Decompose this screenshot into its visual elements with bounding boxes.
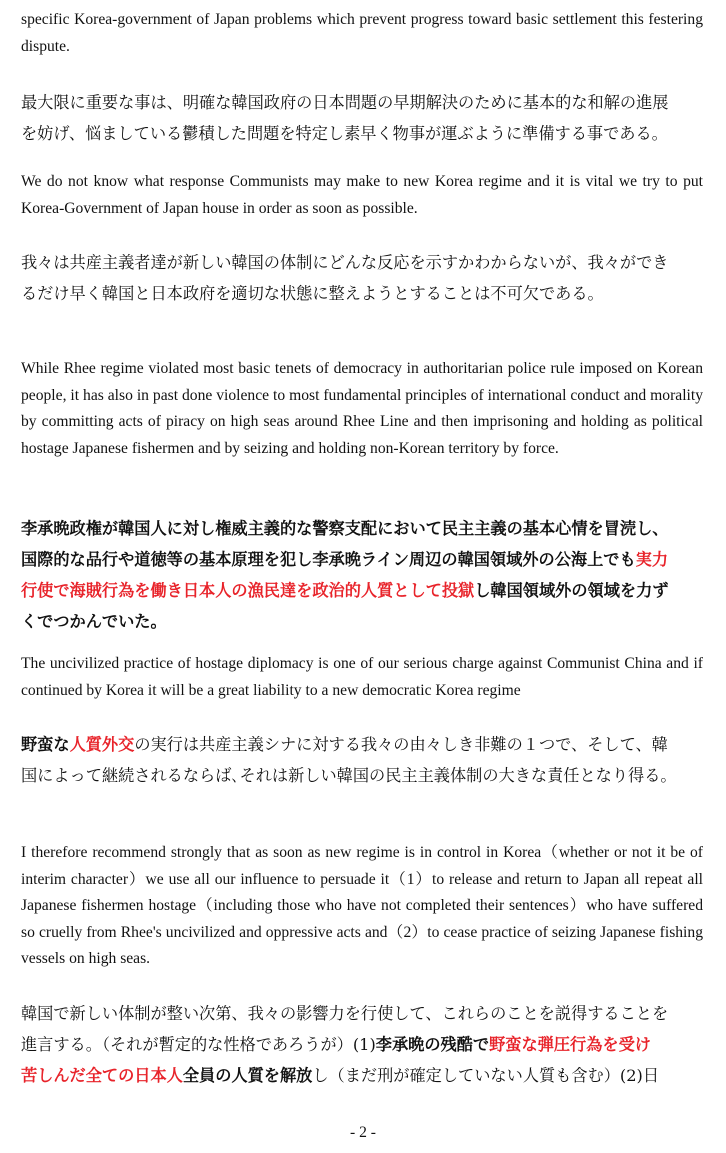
jp-line — [21, 544, 703, 575]
jp-text-bold: 李承晩の残酷で — [375, 1035, 490, 1054]
jp-line — [21, 575, 703, 606]
paragraph-en-2: We do not know what response Communists may make to new Korea regime and it is vital we try to put Korea-Government of Japan house in order as soon as possible. — [21, 173, 703, 217]
jp-text-bold: 全員の人質を解放 — [182, 1066, 313, 1085]
jp-line: を妨げ、悩ましている鬱積した問題を特定し素早く物事が運ぶように準備する事である。 — [21, 124, 668, 143]
jp-line: くでつかんでいた。 — [21, 612, 167, 631]
jp-text-highlight-red: 実力 — [635, 550, 669, 569]
jp-text-highlight-red: 人質外交 — [69, 735, 135, 754]
jp-line — [21, 1060, 703, 1091]
paragraph-jp-4 — [21, 729, 703, 791]
jp-text-bold: 野蛮な — [21, 735, 70, 754]
paragraph-jp-5 — [21, 998, 703, 1091]
jp-line — [21, 1029, 703, 1060]
jp-line: るだけ早く韓国と日本政府を適切な状態に整えようとすることは不可欠である。 — [21, 284, 604, 303]
paragraph-jp-1 — [21, 87, 703, 149]
jp-line — [21, 729, 703, 760]
jp-text-bold: し韓国領域外の領域を力ず — [474, 581, 669, 600]
paragraph-en-4: The uncivilized practice of hostage diplomacy is one of our serious charge against Communist China and if continued by Korea it will be a great liability to a new democratic Korea regime — [21, 655, 703, 699]
jp-text: 進言する。（それが暫定的な性格であろうが）(1) — [21, 1035, 376, 1054]
jp-text: し（まだ刑が確定していない人質も含む）(2)日 — [312, 1066, 660, 1085]
jp-line: 韓国で新しい体制が整い次第、我々の影響力を行使して、これらのことを説得することを — [21, 1004, 669, 1023]
jp-text-highlight-red: 野蛮な弾圧行為を受け — [489, 1035, 651, 1054]
jp-text-highlight-red: 苦しんだ全ての日本人 — [21, 1066, 183, 1085]
jp-line: 李承晩政権が韓国人に対し権威主義的な警察支配において民主主義の基本心情を冒涜し、 — [21, 519, 669, 538]
paragraph-jp-3 — [21, 513, 703, 637]
page-number: - 2 - — [350, 1124, 376, 1141]
paragraph-en-5: I therefore recommend strongly that as soon as new regime is in control in Korea（whether or not it be of interim character）we use all our influence to persuade it（1）to release and return to Japan all repeat all Japanese fishermen hostage（including those who have not completed their sentences）who have suffered so cruelly from Rhee's uncivilized and oppressive acts and（2）to cease practice of seizing Japanese fishing vessels on high seas. — [21, 844, 703, 967]
paragraph-en-1: specific Korea-government of Japan problems which prevent progress toward basic settlement this festering dispute. — [21, 11, 703, 55]
paragraph-jp-2 — [21, 247, 703, 309]
jp-line: 我々は共産主義者達が新しい韓国の体制にどんな反応を示すかわからないが、我々ができ — [21, 253, 669, 272]
jp-line: 最大限に重要な事は、明確な韓国政府の日本問題の早期解決のために基本的な和解の進展 — [21, 93, 669, 112]
jp-text: の実行は共産主義シナに対する我々の由々しき非難の１つで、そして、韓 — [134, 735, 668, 754]
jp-text-highlight-red: 行使で海賊行為を働き日本人の漁民達を政治的人質として投獄 — [21, 581, 475, 600]
jp-line: 国によって継続されるならば､それは新しい韓国の民主主義体制の大きな責任となり得る。 — [21, 766, 677, 785]
jp-text-bold: 国際的な品行や道徳等の基本原理を犯し李承晩ライン周辺の韓国領域外の公海上でも — [21, 550, 636, 569]
paragraph-en-3: While Rhee regime violated most basic tenets of democracy in authoritarian police rule imposed on Korean people, it has also in past done violence to most fundamental principles of international conduct and morality by committing acts of piracy on high seas around Rhee Line and then imprisoning and holding as political hostage Japanese fishermen and by seizing and holding non-Korean territory by force. — [21, 360, 703, 457]
